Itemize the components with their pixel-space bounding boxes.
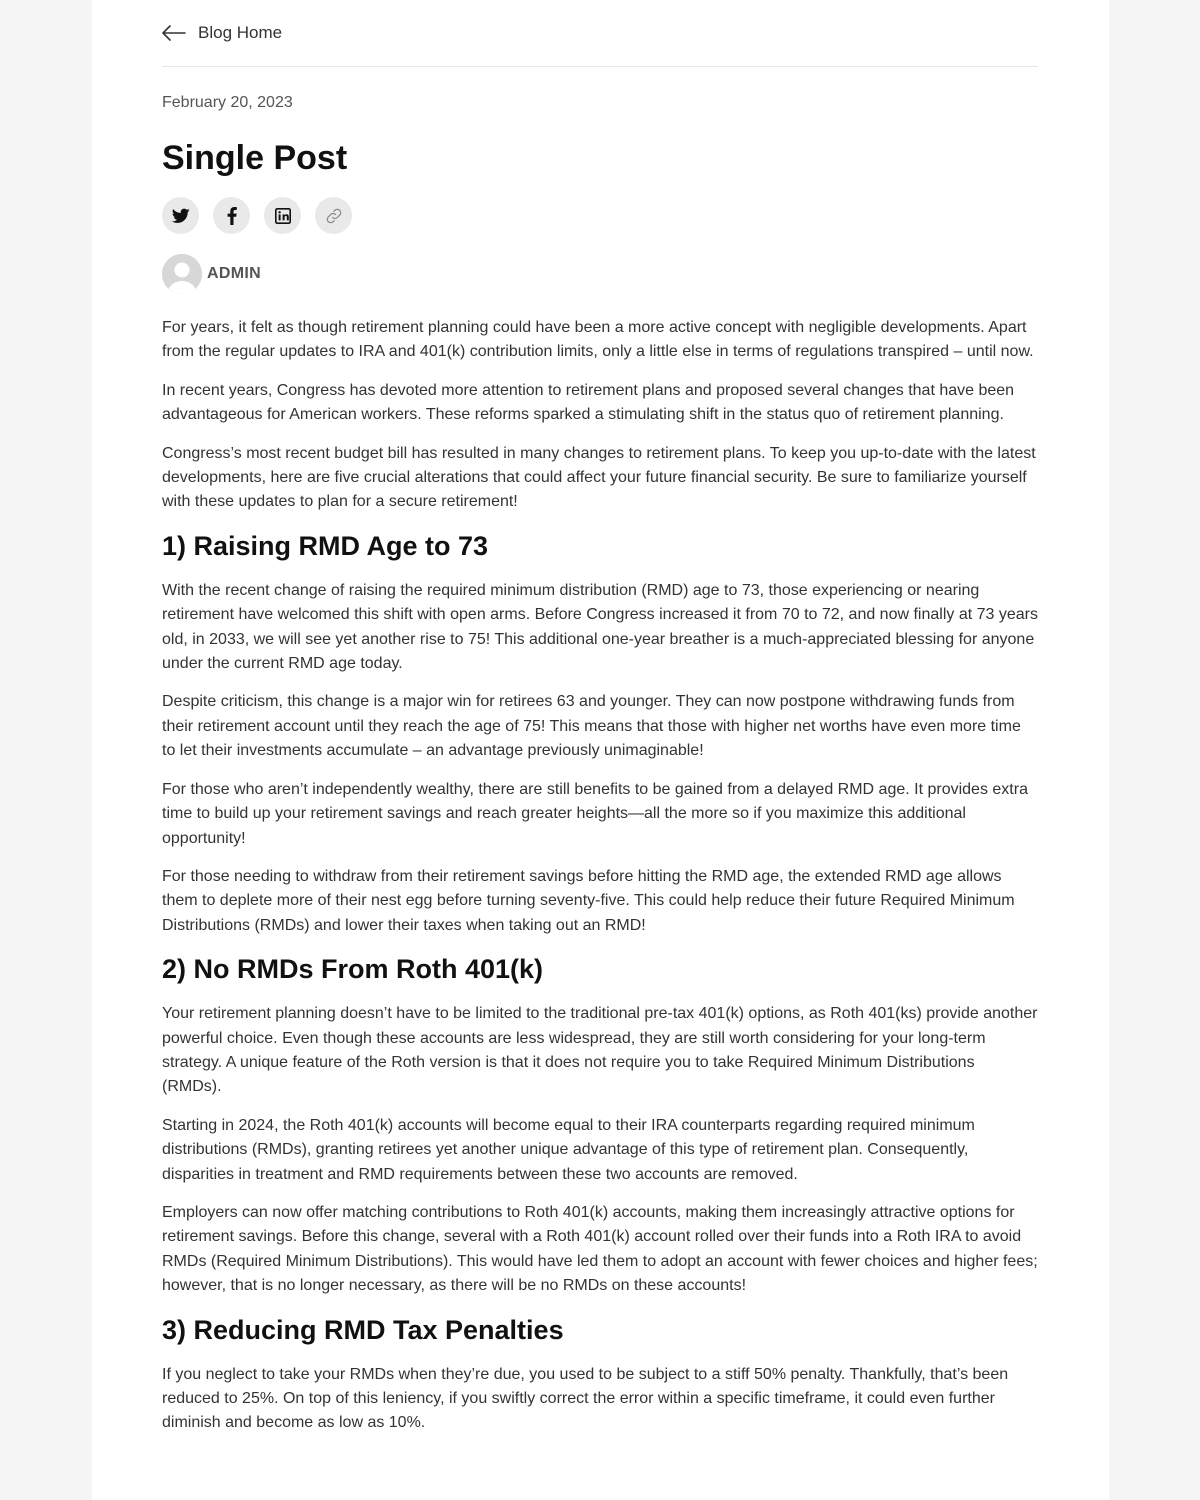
user-silhouette-icon: [162, 254, 202, 294]
arrow-left-icon: [162, 25, 186, 41]
avatar: [162, 254, 202, 294]
section-paragraph: If you neglect to take your RMDs when they’re due, you used to be subject to a stiff 50% penalty. Thankfully, that’s been reduced to 25%. On top of this leniency, if you swiftly correct the error within a specific timeframe, it could even further diminish and become as low as 10%.: [162, 1365, 1009, 1432]
section-paragraph: With the recent change of raising the required minimum distribution (RMD) age to 73, those experiencing or nearing retirement have welcomed this shift with open arms. Before Congress increased it from 70 to 72, and now finally at 73 years old, in 2033, we will see yet another rise to 75! This additional one-year breather is a much-appreciated blessing for anyone under the current RMD age today.: [162, 581, 1038, 673]
author-block: [162, 254, 1038, 294]
share-facebook-button[interactable]: [213, 197, 250, 234]
share-linkedin-button[interactable]: [264, 197, 301, 234]
article-body: [162, 316, 1038, 1436]
section-paragraph: Your retirement planning doesn’t have to be limited to the traditional pre-tax 401(k) options, as Roth 401(ks) provide another powerful choice. Even though these accounts are less widespread, they are still worth considering for your long-term strategy. A unique feature of the Roth version is that it does not require you to take Required Minimum Distributions (RMDs).: [162, 1005, 1038, 1096]
post-date: February 20, 2023: [162, 94, 293, 111]
section-heading: 1) Raising RMD Age to 73: [162, 530, 489, 561]
section-paragraph: Starting in 2024, the Roth 401(k) accounts will become equal to their IRA counterparts regarding required minimum distributions (RMDs), granting retirees yet another unique advantage of this type of retirement plan. Consequently, disparities in treatment and RMD requirements between these two accounts are removed.: [162, 1116, 975, 1183]
intro-paragraph: Congress’s most recent budget bill has resulted in many changes to retirement plans. To keep you up-to-date with the latest developments, here are five crucial alterations that could affect your future financial security. Be sure to familiarize yourself with these updates to plan for a secure retirement!: [162, 444, 1036, 511]
section-paragraph: For those who aren’t independently wealthy, there are still benefits to be gained from a delayed RMD age. It provides extra time to build up your retirement savings and reach greater heights—all the more so if you maximize this additional opportunity!: [162, 780, 1028, 847]
page-card: [92, 0, 1109, 1500]
linkedin-icon: [275, 208, 291, 224]
share-buttons: [162, 197, 1038, 235]
link-icon: [325, 207, 343, 225]
author-name: ADMIN: [207, 265, 261, 282]
copy-link-button[interactable]: [315, 197, 352, 234]
blog-home-link[interactable]: [162, 0, 1038, 67]
section-paragraph: Despite criticism, this change is a major win for retirees 63 and younger. They can now postpone withdrawing funds from their retirement account until they reach the age of 75! This means that those with higher net worths have even more time to let their investments accumulate – an advantage previously unimaginable!: [162, 693, 1021, 760]
section-heading: 3) Reducing RMD Tax Penalties: [162, 1314, 564, 1345]
blog-home-label: Blog Home: [198, 23, 283, 42]
section-paragraph: For those needing to withdraw from their retirement savings before hitting the RMD age, the extended RMD age allows them to deplete more of their nest egg before turning seventy-five. This could help reduce their future Required Minimum Distributions (RMDs) and lower their taxes when taking out an RMD!: [162, 867, 1015, 934]
section-heading: 2) No RMDs From Roth 401(k): [162, 954, 544, 985]
share-twitter-button[interactable]: [162, 197, 199, 234]
facebook-icon: [227, 207, 237, 225]
page-title: Single Post: [162, 139, 348, 177]
intro-paragraph: In recent years, Congress has devoted more attention to retirement plans and proposed several changes that have been advantageous for American workers. These reforms sparked a stimulating shift in the status quo of retirement planning.: [162, 381, 1015, 424]
twitter-icon: [172, 208, 190, 224]
intro-paragraph: For years, it felt as though retirement planning could have been a more active concept with negligible developments. Apart from the regular updates to IRA and 401(k) contribution limits, only a little else in terms of regulations transpired – until now.: [162, 319, 1034, 361]
post-content: [162, 0, 1038, 1450]
section-paragraph: Employers can now offer matching contributions to Roth 401(k) accounts, making them increasingly attractive options for retirement savings. Before this change, several with a Roth 401(k) account rolled over their funds into a Roth IRA to avoid RMDs (Required Minimum Distributions). This would have led them to adopt an account with fewer choices and higher fees; however, that is no longer necessary, as there will be no RMDs on these accounts!: [162, 1203, 1038, 1295]
